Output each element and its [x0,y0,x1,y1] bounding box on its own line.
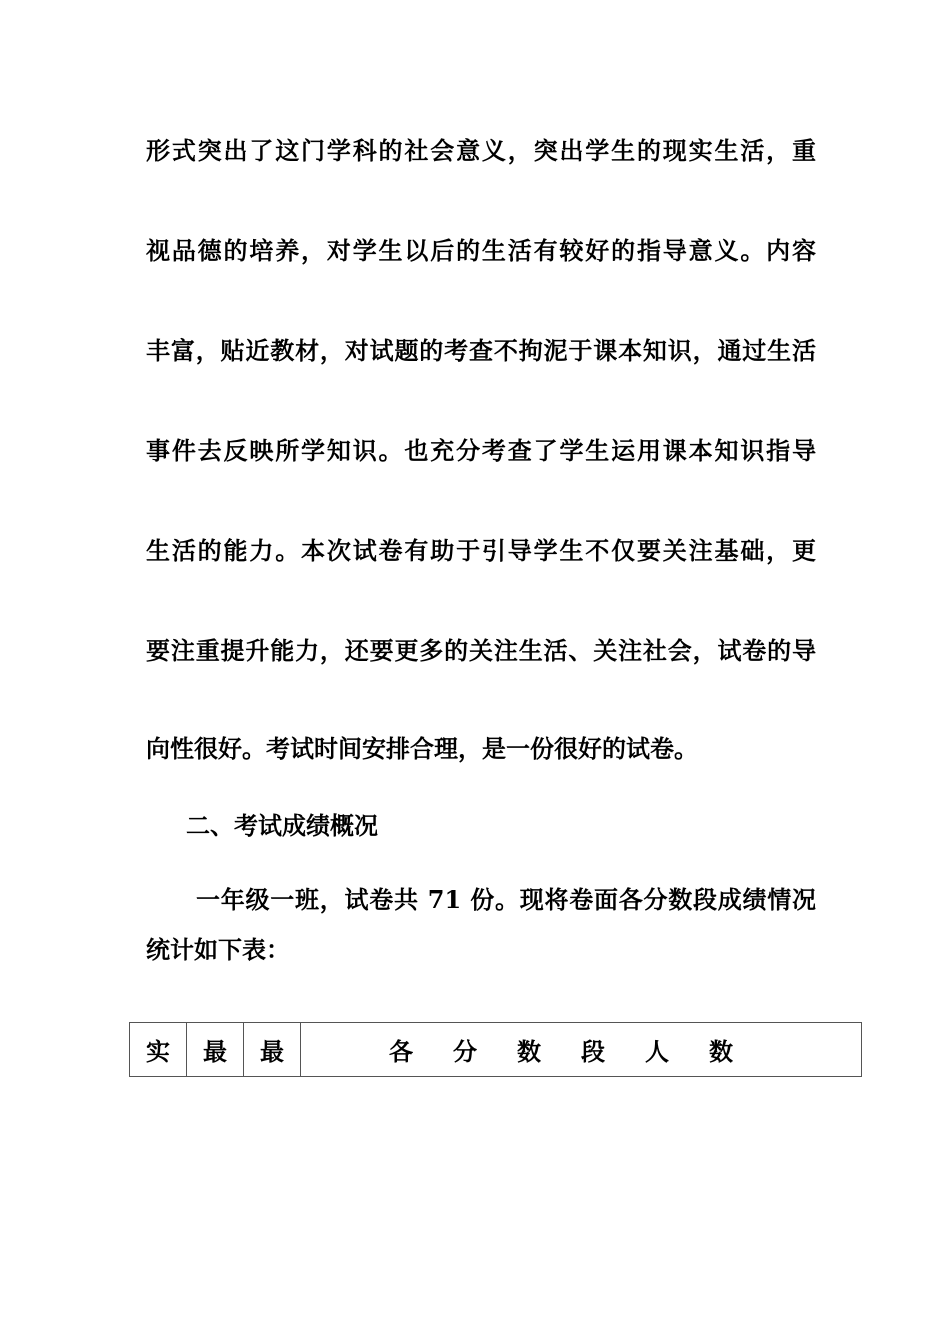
section-heading: 二、考试成绩概况 [186,811,378,840]
paragraph-line-2: 视品德的培养，对学生以后的生活有较好的指导意义。内容 [146,236,816,265]
table-header-row [130,1023,862,1077]
group-header-char: 数 [709,1037,733,1066]
header-cell-score-band-count [301,1023,862,1077]
paragraph-line-6: 要注重提升能力，还要更多的关注生活、关注社会，试卷的导 [146,636,816,665]
group-header-char: 数 [517,1037,541,1066]
intro-line-1: 一年级一班，试卷共 71 份。现将卷面各分数段成绩情况 [196,885,816,914]
intro-line-2: 统计如下表： [146,935,290,964]
paragraph-line-1: 形式突出了这门学科的社会意义，突出学生的现实生活，重 [146,136,816,165]
paragraph-line-7: 向性很好。考试时间安排合理，是一份很好的试卷。 [146,734,698,763]
paragraph-line-5: 生活的能力。本次试卷有助于引导学生不仅要关注基础，更 [146,536,816,565]
group-header-char: 各 [389,1037,413,1066]
paragraph-line-4: 事件去反映所学知识。也充分考查了学生运用课本知识指导 [146,436,816,465]
group-header-char: 段 [581,1037,605,1066]
paragraph-line-3: 丰富，贴近教材，对试题的考查不拘泥于课本知识，通过生活 [146,336,816,365]
header-cell-actual: 实 [130,1023,187,1077]
group-header-char: 人 [645,1037,669,1066]
header-cell-highest: 最 [187,1023,244,1077]
header-cell-lowest: 最 [244,1023,301,1077]
score-table [129,1022,862,1077]
group-header-char: 分 [453,1037,477,1066]
